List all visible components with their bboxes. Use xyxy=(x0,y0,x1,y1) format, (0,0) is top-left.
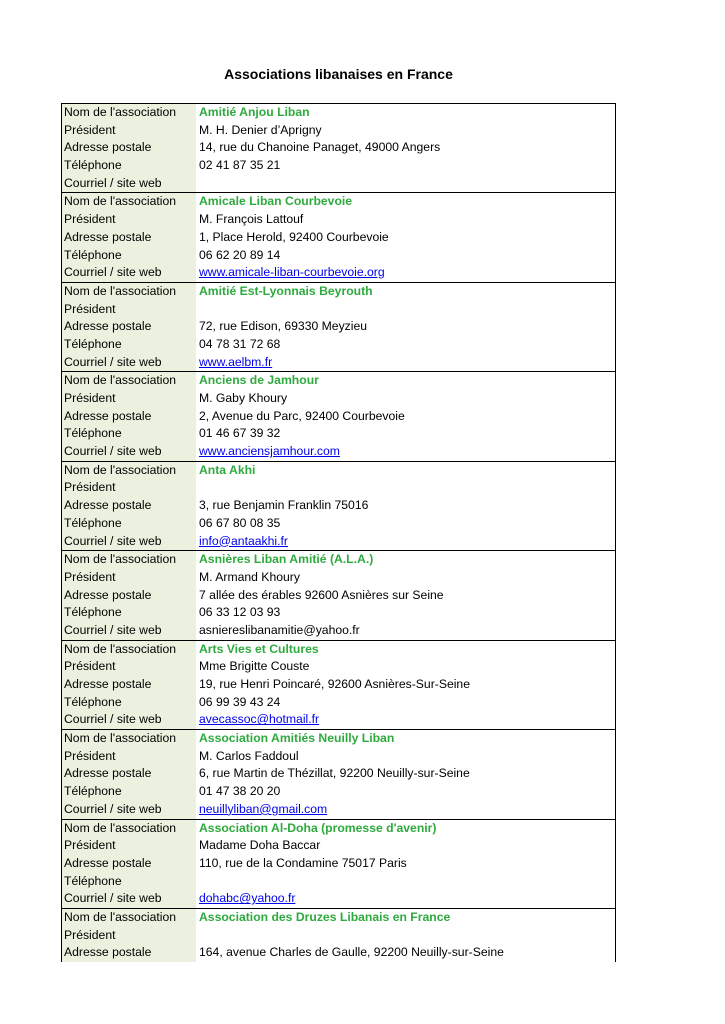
phone-value: 02 41 87 35 21 xyxy=(199,158,281,173)
phone-value: 06 62 20 89 14 xyxy=(199,247,281,262)
contact-row xyxy=(62,801,615,819)
address-row xyxy=(62,229,615,247)
name-row xyxy=(62,283,615,301)
contact-row xyxy=(62,711,615,729)
name-row xyxy=(62,909,615,927)
address-label: Adresse postale xyxy=(62,944,196,962)
president-row xyxy=(62,301,615,319)
president-label: Président xyxy=(62,658,196,676)
phone-row xyxy=(62,247,615,265)
president-label: Président xyxy=(62,927,196,945)
president-row xyxy=(62,211,615,229)
phone-row xyxy=(62,873,615,891)
address-label: Adresse postale xyxy=(62,855,196,873)
president-row xyxy=(62,748,615,766)
association-block xyxy=(62,641,615,730)
name-row xyxy=(62,193,615,211)
phone-value xyxy=(196,873,615,891)
contact-row xyxy=(62,264,615,282)
address-row xyxy=(62,676,615,694)
name-label: Nom de l'association xyxy=(62,283,196,301)
president-label: Président xyxy=(62,390,196,408)
address-value: 72, rue Edison, 69330 Meyzieu xyxy=(199,319,368,334)
name-label: Nom de l'association xyxy=(62,641,196,659)
president-value: M. Carlos Faddoul xyxy=(199,748,299,763)
name-label: Nom de l'association xyxy=(62,462,196,480)
association-block xyxy=(62,283,615,372)
president-value: Madame Doha Baccar xyxy=(199,838,321,853)
website-link[interactable]: www.anciensjamhour.com xyxy=(199,444,340,459)
name-row xyxy=(62,104,615,122)
name-row xyxy=(62,641,615,659)
phone-value: 06 99 39 43 24 xyxy=(199,694,281,709)
phone-value: 06 33 12 03 93 xyxy=(199,605,281,620)
phone-label: Téléphone xyxy=(62,873,196,891)
president-value: M. H. Denier d’Aprigny xyxy=(199,122,322,137)
name-label: Nom de l'association xyxy=(62,551,196,569)
phone-label: Téléphone xyxy=(62,515,196,533)
contact-row xyxy=(62,443,615,461)
address-row xyxy=(62,497,615,515)
phone-row xyxy=(62,157,615,175)
address-value: 7 allée des érables 92600 Asnières sur Seine xyxy=(199,587,444,602)
phone-row xyxy=(62,425,615,443)
name-row xyxy=(62,372,615,390)
contact-row xyxy=(62,533,615,551)
address-row xyxy=(62,139,615,157)
contact-label: Courriel / site web xyxy=(62,711,196,729)
association-name: Amicale Liban Courbevoie xyxy=(199,194,353,209)
name-label: Nom de l'association xyxy=(62,193,196,211)
association-block xyxy=(62,372,615,461)
phone-row xyxy=(62,783,615,801)
name-label: Nom de l'association xyxy=(62,909,196,927)
name-row xyxy=(62,820,615,838)
contact-label: Courriel / site web xyxy=(62,443,196,461)
address-value: 6, rue Martin de Thézillat, 92200 Neuilly-sur-Seine xyxy=(199,766,470,781)
address-label: Adresse postale xyxy=(62,765,196,783)
association-block xyxy=(62,462,615,551)
association-block xyxy=(62,909,615,962)
contact-row xyxy=(62,622,615,640)
name-row xyxy=(62,462,615,480)
contact-label: Courriel / site web xyxy=(62,264,196,282)
phone-row xyxy=(62,604,615,622)
association-name: Association Amitiés Neuilly Liban xyxy=(199,731,395,746)
name-row xyxy=(62,551,615,569)
page-title: Associations libanaises en France xyxy=(224,66,453,82)
president-row xyxy=(62,479,615,497)
phone-value: 01 47 38 20 20 xyxy=(199,784,281,799)
address-label: Adresse postale xyxy=(62,497,196,515)
address-label: Adresse postale xyxy=(62,318,196,336)
president-label: Président xyxy=(62,748,196,766)
association-name: Anta Akhi xyxy=(199,462,256,477)
president-label: Président xyxy=(62,479,196,497)
address-label: Adresse postale xyxy=(62,408,196,426)
name-row xyxy=(62,730,615,748)
address-label: Adresse postale xyxy=(62,229,196,247)
address-value: 14, rue du Chanoine Panaget, 49000 Angers xyxy=(199,140,441,155)
contact-label: Courriel / site web xyxy=(62,801,196,819)
address-label: Adresse postale xyxy=(62,139,196,157)
phone-value: 06 67 80 08 35 xyxy=(199,515,281,530)
association-name: Asnières Liban Amitié (A.L.A.) xyxy=(199,552,374,567)
address-label: Adresse postale xyxy=(62,587,196,605)
website-link[interactable]: www.aelbm.fr xyxy=(199,354,273,369)
contact-row xyxy=(62,890,615,908)
address-value: 1, Place Herold, 92400 Courbevoie xyxy=(199,229,389,244)
phone-value: 01 46 67 39 32 xyxy=(199,426,281,441)
association-name: Association des Druzes Libanais en France xyxy=(199,909,451,924)
phone-label: Téléphone xyxy=(62,694,196,712)
association-name: Association Al-Doha (promesse d'avenir) xyxy=(199,820,437,835)
association-name: Amitié Est-Lyonnais Beyrouth xyxy=(199,283,373,298)
phone-row xyxy=(62,694,615,712)
address-row xyxy=(62,855,615,873)
name-label: Nom de l'association xyxy=(62,104,196,122)
president-label: Président xyxy=(62,837,196,855)
phone-label: Téléphone xyxy=(62,157,196,175)
contact-row xyxy=(62,175,615,193)
contact-row xyxy=(62,354,615,372)
association-name: Anciens de Jamhour xyxy=(199,373,319,388)
president-value xyxy=(196,927,615,945)
association-block xyxy=(62,551,615,640)
email-link[interactable]: neuillyliban@gmail.com xyxy=(199,801,328,816)
phone-label: Téléphone xyxy=(62,604,196,622)
contact-value: asniereslibanamitie@yahoo.fr xyxy=(199,622,360,637)
address-value: 110, rue de la Condamine 75017 Paris xyxy=(199,855,407,870)
address-label: Adresse postale xyxy=(62,676,196,694)
president-value: M. Gaby Khoury xyxy=(199,391,288,405)
name-label: Nom de l'association xyxy=(62,730,196,748)
contact-value xyxy=(196,175,615,193)
email-link[interactable]: avecassoc@hotmail.fr xyxy=(199,712,320,727)
associations-table xyxy=(61,103,616,962)
email-link[interactable]: dohabc@yahoo.fr xyxy=(199,891,296,906)
association-block xyxy=(62,104,615,193)
address-value: 19, rue Henri Poincaré, 92600 Asnières-Sur-Seine xyxy=(199,677,470,691)
phone-row xyxy=(62,515,615,533)
president-row xyxy=(62,569,615,587)
name-label: Nom de l'association xyxy=(62,372,196,390)
phone-label: Téléphone xyxy=(62,425,196,443)
phone-label: Téléphone xyxy=(62,336,196,354)
phone-label: Téléphone xyxy=(62,783,196,801)
president-row xyxy=(62,927,615,945)
president-label: Président xyxy=(62,211,196,229)
address-row xyxy=(62,765,615,783)
president-row xyxy=(62,658,615,676)
president-label: Président xyxy=(62,301,196,319)
president-value xyxy=(196,301,615,319)
website-link[interactable]: www.amicale-liban-courbevoie.org xyxy=(199,265,385,280)
president-label: Président xyxy=(62,569,196,587)
president-row xyxy=(62,122,615,140)
address-value: 164, avenue Charles de Gaulle, 92200 Neuilly-sur-Seine xyxy=(199,945,504,960)
name-label: Nom de l'association xyxy=(62,820,196,838)
president-row xyxy=(62,837,615,855)
address-row xyxy=(62,408,615,426)
president-row xyxy=(62,390,615,408)
association-name: Amitié Anjou Liban xyxy=(199,105,310,119)
president-value: M. François Lattouf xyxy=(199,212,304,227)
president-value: M. Armand Khoury xyxy=(199,569,300,584)
address-row xyxy=(62,944,615,962)
phone-value: 04 78 31 72 68 xyxy=(199,336,281,351)
president-value xyxy=(196,479,615,497)
phone-label: Téléphone xyxy=(62,247,196,265)
contact-label: Courriel / site web xyxy=(62,354,196,372)
phone-row xyxy=(62,336,615,354)
contact-label: Courriel / site web xyxy=(62,533,196,551)
address-value: 3, rue Benjamin Franklin 75016 xyxy=(199,498,369,513)
association-name: Arts Vies et Cultures xyxy=(199,641,319,656)
association-block xyxy=(62,193,615,282)
address-value: 2, Avenue du Parc, 92400 Courbevoie xyxy=(199,408,405,423)
address-row xyxy=(62,318,615,336)
email-link[interactable]: info@antaakhi.fr xyxy=(199,533,288,548)
president-label: Président xyxy=(62,122,196,140)
president-value: Mme Brigitte Couste xyxy=(199,659,310,674)
contact-label: Courriel / site web xyxy=(62,175,196,193)
association-block xyxy=(62,820,615,909)
association-block xyxy=(62,730,615,819)
address-row xyxy=(62,587,615,605)
contact-label: Courriel / site web xyxy=(62,622,196,640)
contact-label: Courriel / site web xyxy=(62,890,196,908)
